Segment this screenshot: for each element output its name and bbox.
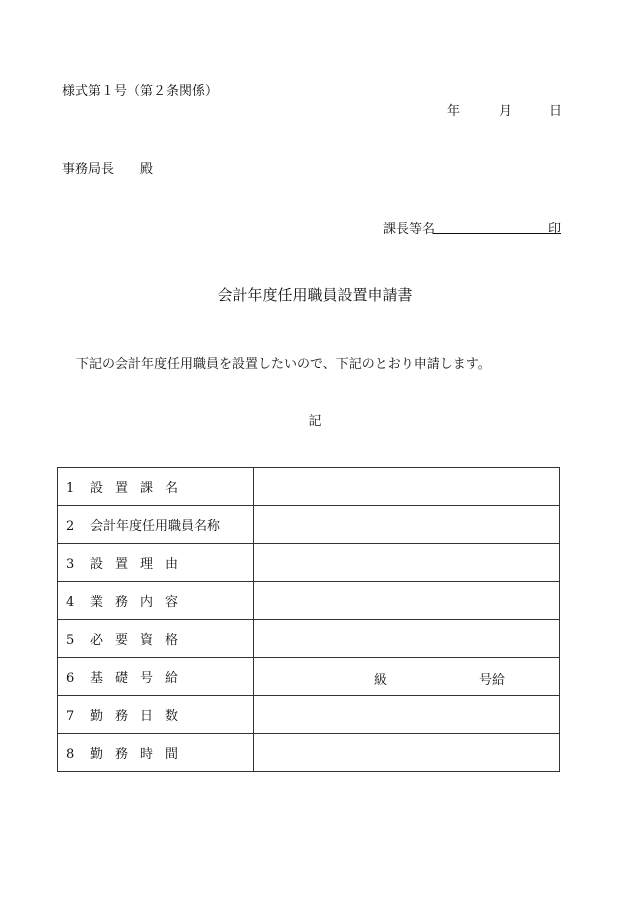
- row-value-cell[interactable]: [254, 734, 560, 772]
- table-row: [58, 658, 560, 696]
- request-statement: 下記の会計年度任用職員を設置したいので、下記のとおり申請します。: [76, 357, 491, 372]
- row-label: [58, 696, 254, 734]
- row-number: 1: [66, 481, 75, 496]
- grade-step-cell[interactable]: [254, 658, 560, 696]
- row-label-text: 設置課名: [90, 481, 191, 496]
- form-number: 様式第１号（第２条関係）: [62, 84, 219, 99]
- row-number: 2: [66, 519, 75, 534]
- addressee-honorific: 殿: [140, 162, 154, 177]
- row-label: [58, 468, 254, 506]
- row-value-cell[interactable]: [254, 544, 560, 582]
- row-value-cell[interactable]: [254, 506, 560, 544]
- row-number: 3: [66, 557, 75, 572]
- row-label-text: 基礎号給: [90, 671, 191, 686]
- row-number: 6: [66, 671, 75, 686]
- date-month-label: 月: [499, 104, 513, 119]
- table-row: [58, 582, 560, 620]
- table-row: [58, 468, 560, 506]
- document-title: 会計年度任用職員設置申請書: [217, 286, 413, 304]
- row-number: 8: [66, 747, 75, 762]
- row-label-text: 必要資格: [90, 633, 191, 648]
- row-label: [58, 582, 254, 620]
- row-value-cell[interactable]: [254, 696, 560, 734]
- row-label: [58, 506, 254, 544]
- row-label-text: 業務内容: [90, 595, 191, 610]
- table-row: [58, 620, 560, 658]
- row-label: [58, 620, 254, 658]
- addressee: [62, 158, 153, 177]
- row-label: [58, 734, 254, 772]
- row-value-cell[interactable]: [254, 620, 560, 658]
- date-year-label: 年: [447, 104, 461, 119]
- seal-mark: 印: [547, 222, 561, 237]
- applicant-label: 課長等名: [383, 222, 436, 237]
- row-label-text: 設置理由: [90, 557, 191, 572]
- step-unit-label: 号給: [479, 673, 506, 688]
- row-number: 7: [66, 709, 75, 724]
- row-label-text: 会計年度任用職員名称: [90, 519, 221, 534]
- row-label: [58, 544, 254, 582]
- row-number: 5: [66, 633, 75, 648]
- row-value-cell[interactable]: [254, 582, 560, 620]
- application-table: [57, 467, 560, 772]
- addressee-name: 事務局長: [62, 162, 115, 177]
- ki-heading: 記: [308, 414, 322, 429]
- table-row: [58, 696, 560, 734]
- row-value-cell[interactable]: [254, 468, 560, 506]
- table-row: [58, 734, 560, 772]
- row-label: [58, 658, 254, 696]
- date-day-label: 日: [549, 104, 563, 119]
- row-label-text: 勤務時間: [90, 747, 191, 762]
- grade-unit-label: 級: [374, 673, 388, 688]
- row-label-text: 勤務日数: [90, 709, 191, 724]
- signature-underline: [433, 233, 561, 234]
- table-row: [58, 506, 560, 544]
- table-row: [58, 544, 560, 582]
- applicant-signature-line: [383, 218, 561, 237]
- row-number: 4: [66, 595, 75, 610]
